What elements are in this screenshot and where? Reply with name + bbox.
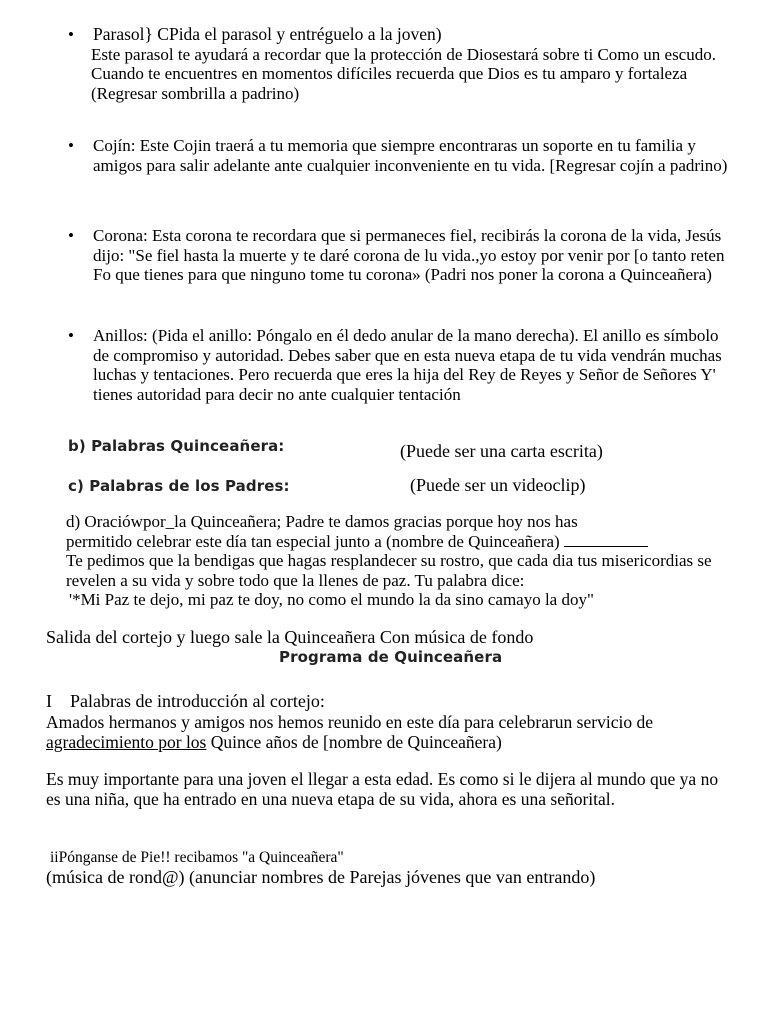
bullet-icon: • <box>68 136 74 155</box>
list-item-corona <box>68 226 728 285</box>
list-item-cojin <box>68 136 728 175</box>
intro-numeral: I <box>46 691 52 711</box>
intro-line-2-rest: Quince años de [nombre de Quinceañera) <box>206 731 502 752</box>
blank-line <box>564 545 648 547</box>
section-b-note: (Puede ser una carta escrita) <box>400 441 603 461</box>
prayer-rest: Te pedimos que la bendigas que hagas resplandecer su rostro, que cada dia tus misericordias se revelen a su vida y sobre todo que la llenes de paz. Tu palabra dice: <box>66 551 712 590</box>
prayer-line-2-text: permitido celebrar este día tan especial junto a (nombre de Quinceañera) <box>66 531 560 551</box>
intro-line-1: Amados hermanos y amigos nos hemos reunido en este día para celebrarun servicio de <box>46 712 653 732</box>
prayer-quote: '*Mi Paz te dejo, mi paz te doy, no como el mundo la da sino camayo la doy" <box>69 590 594 609</box>
item-title: Parasol} CPida el parasol y entréguelo a la joven) <box>93 24 442 44</box>
intro-underlined-text: agradecimiento por los <box>46 731 207 752</box>
prayer-line-1: d) Oraciówpor_la Quinceañera; Padre te damos gracias porque hoy nos has <box>66 512 578 531</box>
section-c-heading: c) Palabras de los Padres: <box>68 477 290 495</box>
bullet-icon: • <box>68 226 74 245</box>
intro-heading: Palabras de introducción al cortejo: <box>70 691 325 711</box>
intro-line-2 <box>46 733 726 753</box>
call-line: iiPónganse de Pie!! recibamos "a Quinceañera" <box>50 849 344 866</box>
intro-paragraph <box>46 713 726 752</box>
list-item-anillos <box>68 326 728 404</box>
prayer-paragraph <box>66 512 726 610</box>
age-paragraph: Es muy importante para una joven el llegar a esta edad. Es como si le dijera al mundo que ya no es una niña, que ha entrado en una nueva etapa de su vida, ahora es una señorital. <box>46 769 719 809</box>
bullet-icon: • <box>68 326 74 345</box>
bullet-icon: • <box>68 25 74 44</box>
item-body: Anillos: (Pida el anillo: Póngalo en él dedo anular de la mano derecha). El anillo es símbolo de compromiso y autoridad. Debes saber que en esta nueva etapa de tu vida vendrán muchas luchas y tentaciones. Pero recuerda que eres la hija del Rey de Reyes y Señor de Señores Y' tienes autoridad para decir no ante cualquier tentación <box>93 326 722 404</box>
music-line: (música de rond@) (anunciar nombres de Parejas jóvenes que van entrando) <box>46 867 596 887</box>
item-body: Corona: Esta corona te recordara que si permaneces fiel, recibirás la corona de la vida, Jesús dijo: "Se fiel hasta la muerte y te daré corona de lu vida.,yo estoy por venir por [o tanto reten Fo que tienes para que ninguno tome tu corona» (Padri nos poner la corona a Quinceañera) <box>93 226 725 284</box>
section-b-heading: b) Palabras Quinceañera: <box>68 437 285 455</box>
exit-line: Salida del cortejo y luego sale la Quinceañera Con música de fondo <box>46 627 534 647</box>
program-title: Programa de Quinceañera <box>279 648 503 666</box>
item-body: Este parasol te ayudará a recordar que la protección de Diosestará sobre ti Como un escudo. Cuando te encuentres en momentos difíciles recuerda que Dios es tu amparo y fortaleza (Regresar sombrilla a padrino) <box>91 44 716 103</box>
list-item-parasol <box>68 25 728 103</box>
item-body: Cojín: Este Cojin traerá a tu memoria que siempre encontraras un soporte en tu familia y amigos para salir adelante ante cualquier inconveniente en tu vida. [Regresar cojín a padrino) <box>93 136 728 175</box>
prayer-line-2 <box>66 532 726 552</box>
intro-heading-row <box>46 692 726 712</box>
section-c-note: (Puede ser un videoclip) <box>410 475 586 495</box>
